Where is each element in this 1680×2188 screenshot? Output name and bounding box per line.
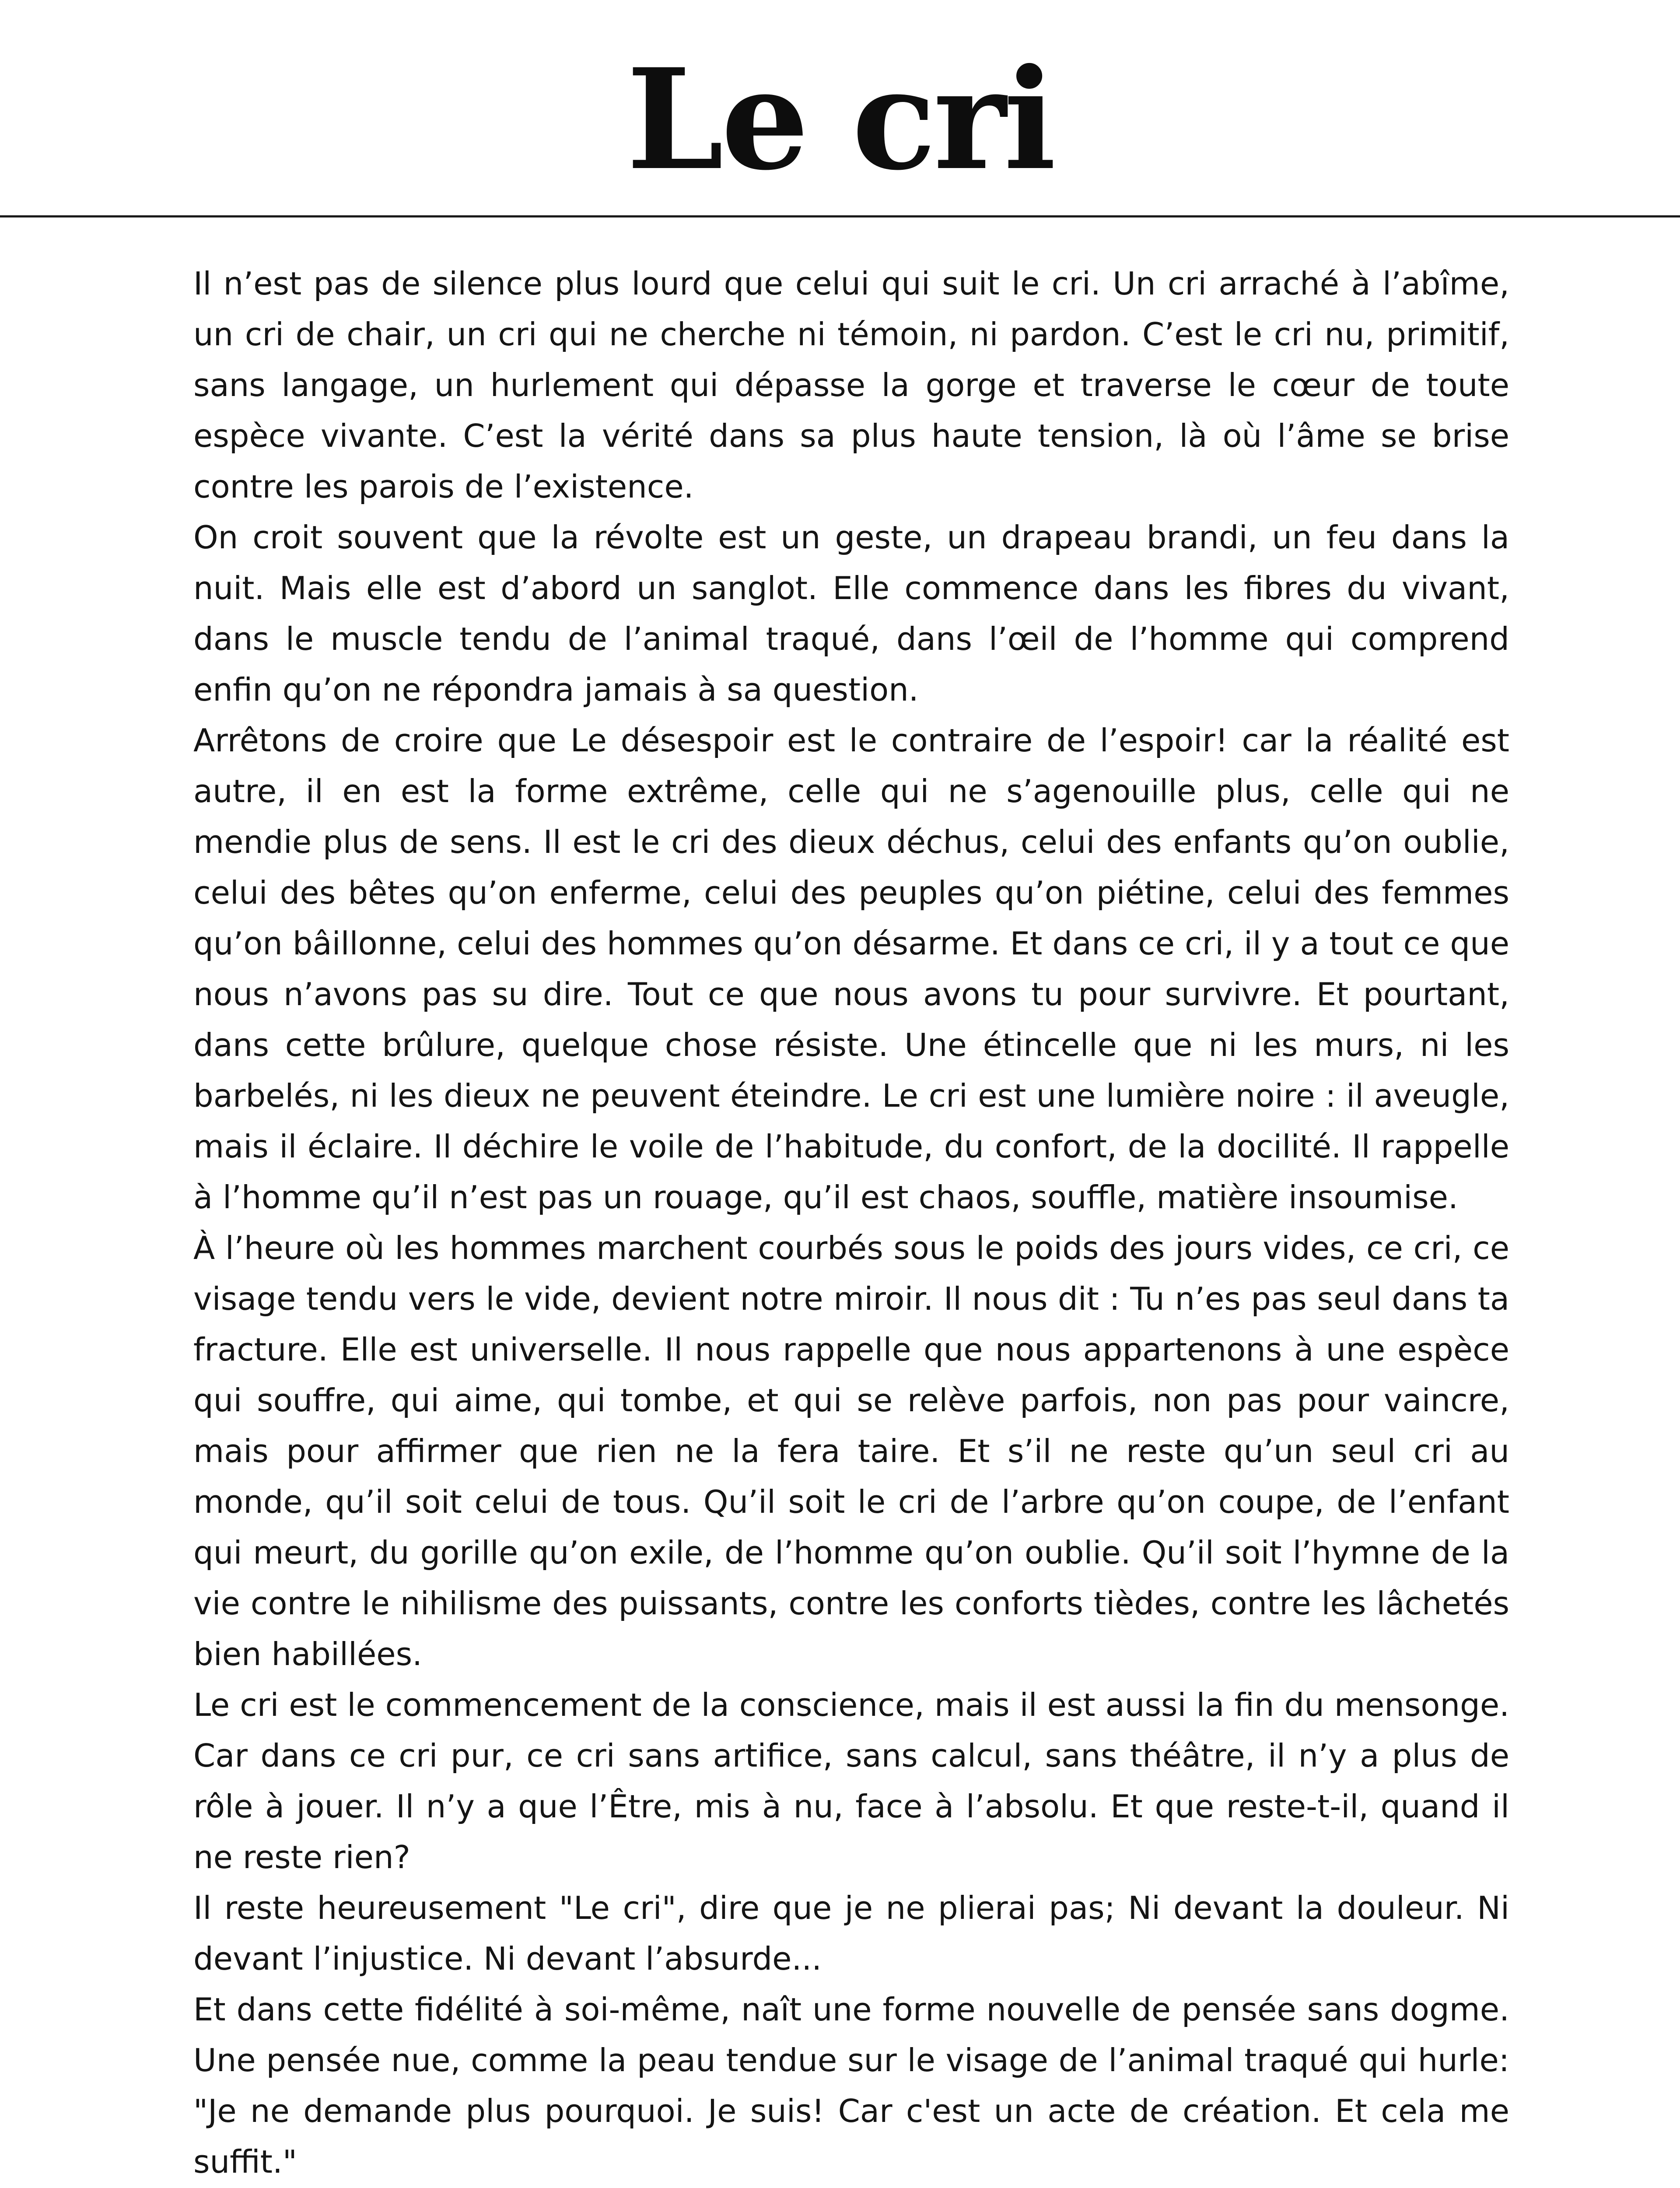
top-divider [0, 215, 1680, 217]
paragraph-2: On croit souvent que la révolte est un geste, un drapeau brandi, un feu dans la nuit. Mais elle est d’abord un sanglot. Elle commence dans les fibres du vivant, dans le muscle tendu de l’animal traqué, dans l’œil de l’homme qui comprend enfin qu’on ne répondra jamais à sa question. [193, 519, 1509, 708]
page-title: Le cri [626, 38, 1054, 201]
paragraph-3: Arrêtons de croire que Le désespoir est le contraire de l’espoir! car la réalité est autre, il en est la forme extrême, celle qui ne s’agenouille plus, celle qui ne mendie plus de sens. Il est le cri des dieux déchus, celui des enfants qu’on oublie, celui des bêtes qu’on enferme, celui des peuples qu’on piétine, celui des femmes qu’on bâillonne, celui des hommes qu’on désarme. Et dans ce cri, il y a tout ce que nous n’avons pas su dire. Tout ce que nous avons tu pour survivre. Et pourtant, dans cette brûlure, quelque chose résiste. Une étincelle que ni les murs, ni les barbelés, ni les dieux ne peuvent éteindre. Le cri est une lumière noire : il aveugle, mais il éclaire. Il déchire le voile de l’habitude, du confort, de la docilité. Il rappelle à l’homme qu’il n’est pas un rouage, qu’il est chaos, souffle, matière insoumise. [193, 722, 1509, 1216]
paragraph-5: Le cri est le commencement de la conscience, mais il est aussi la fin du mensonge. Car dans ce cri pur, ce cri sans artifice, sans calcul, sans théâtre, il n’y a plus de rôle à jouer. Il n’y a que l’Être, mis à nu, face à l’absolu. Et que reste-t-il, quand il ne reste rien? [193, 1687, 1509, 1876]
paragraph-4: À l’heure où les hommes marchent courbés sous le poids des jours vides, ce cri, ce visage tendu vers le vide, devient notre miroir. Il nous dit : Tu n’es pas seul dans ta fracture. Elle est universelle. Il nous rappelle que nous appartenons à une espèce qui souffre, qui aime, qui tombe, et qui se relève parfois, non pas pour vaincre, mais pour affirmer que rien ne la fera taire. Et s’il ne reste qu’un seul cri au monde, qu’il soit celui de tous. Qu’il soit le cri de l’arbre qu’on coupe, de l’enfant qui meurt, du gorille qu’on exile, de l’homme qu’on oublie. Qu’il soit l’hymne de la vie contre le nihilisme des puissants, contre les conforts tièdes, contre les lâchetés bien habillées. [193, 1230, 1509, 1673]
paragraph-1: Il n’est pas de silence plus lourd que celui qui suit le cri. Un cri arraché à l’abîme, un cri de chair, un cri qui ne cherche ni témoin, ni pardon. C’est le cri nu, primitif, sans langage, un hurlement qui dépasse la gorge et traverse le cœur de toute espèce vivante. C’est la vérité dans sa plus haute tension, là où l’âme se brise contre les parois de l’existence. [193, 265, 1509, 505]
paragraph-7: Et dans cette fidélité à soi-même, naît une forme nouvelle de pensée sans dogme. Une pensée nue, comme la peau tendue sur le visage de l’animal traqué qui hurle: "Je ne demande plus pourquoi. Je suis! Car c'est un acte de création. Et cela me suffit." [193, 1991, 1509, 2180]
essay-body [193, 258, 1509, 2187]
paragraph-6: Il reste heureusement "Le cri", dire que je ne plierai pas; Ni devant la douleur. Ni devant l’injustice. Ni devant l’absurde... [193, 1890, 1509, 1977]
